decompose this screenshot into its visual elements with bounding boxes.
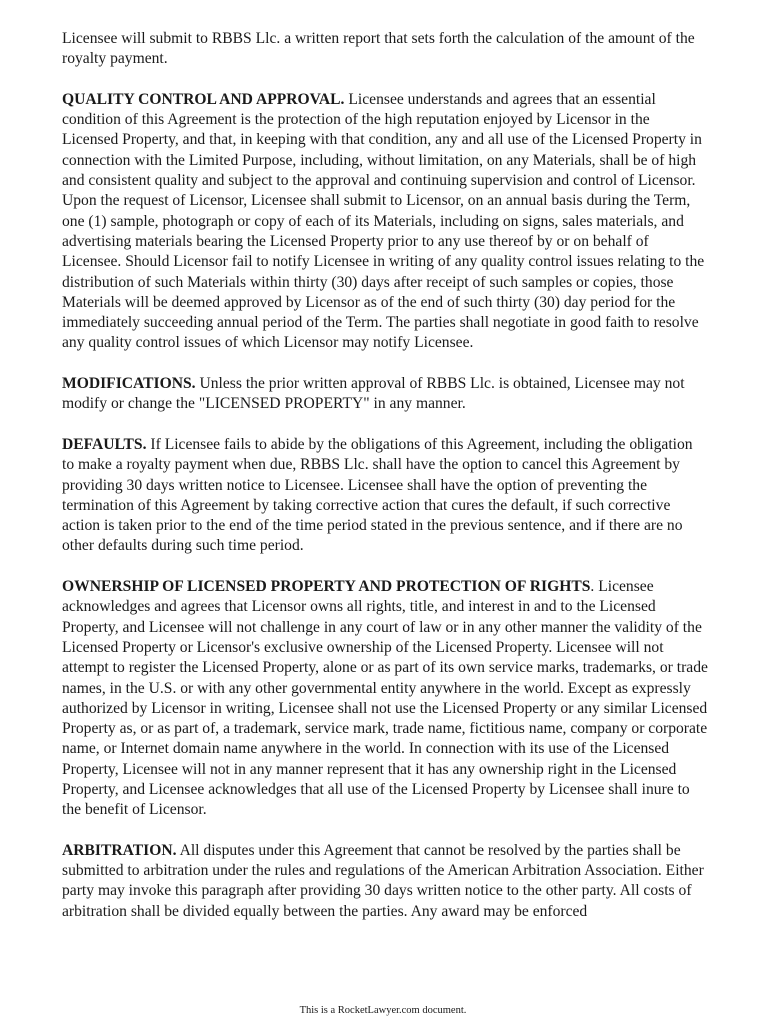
section-heading: OWNERSHIP OF LICENSED PROPERTY AND PROTECTION OF RIGHTS [62, 578, 591, 596]
document-page [62, 29, 708, 922]
paragraph-arbitration [62, 841, 708, 922]
heading-separator: . [590, 578, 599, 596]
paragraph-defaults [62, 435, 708, 557]
paragraph-body: Licensee will submit to RBBS Llc. a written report that sets forth the calculation of the amount of the royalty payment. [62, 30, 695, 68]
paragraph-royalty-report [62, 29, 708, 70]
paragraph-body: Licensee understands and agrees that an essential condition of this Agreement is the protection of the high reputation enjoyed by Licensor in the Licensed Property, and that, in keeping with that condition, any and all use of the Licensed Property in connection with the Limited Purpose, including, without limitation, on any Materials, shall be of high and consistent quality and subject to the approval and continuing supervision and control of Licensor. Upon the request of Licensor, Licensee shall submit to Licensor, on an annual basis during the Term, one (1) sample, photograph or copy of each of its Materials, including on signs, sales materials, and advertising materials bearing the Licensed Property prior to any use thereof by or on behalf of Licensee. Should Licensor fail to notify Licensee in writing of any quality control issues relating to the distribution of such Materials within thirty (30) days after receipt of such samples or copies, those Materials will be deemed approved by Licensor as of the end of such thirty (30) day period for the immediately succeeding annual period of the Term. The parties shall negotiate in good faith to resolve any quality control issues of which Licensor may notify Licensee. [62, 90, 705, 352]
paragraph-body: If Licensee fails to abide by the obligations of this Agreement, including the obligation to make a royalty payment when due, RBBS Llc. shall have the option to cancel this Agreement by providing 30 days written notice to Licensee. Licensee shall have the option of preventing the termination of this Agreement by taking corrective action that cures the default, if such corrective action is taken prior to the end of the time period stated in the previous sentence, and if there are no other defaults during such time period. [62, 435, 693, 555]
paragraph-modifications [62, 374, 708, 415]
paragraph-body: Unless the prior written approval of RBBS Llc. is obtained, Licensee may not modify or change the "LICENSED PROPERTY" in any manner. [62, 375, 685, 413]
section-heading: QUALITY CONTROL AND APPROVAL. [62, 90, 345, 108]
paragraph-body: All disputes under this Agreement that cannot be resolved by the parties shall be submitted to arbitration under the rules and regulations of the American Arbitration Association. Either party may invoke this paragraph after providing 30 days written notice to the other party. All costs of arbitration shall be divided equally between the parties. Any award may be enforced [62, 841, 704, 920]
section-heading: DEFAULTS. [62, 435, 147, 453]
page-footer: This is a RocketLawyer.com document. [299, 1005, 467, 1016]
section-heading: ARBITRATION. [62, 841, 177, 859]
section-heading: MODIFICATIONS. [62, 375, 196, 393]
paragraph-quality-control [62, 90, 708, 354]
paragraph-body: Licensee acknowledges and agrees that Licensor owns all rights, title, and interest in and to the Licensed Property, and Licensee will not challenge in any court of law or in any other manner the validity of the Licensed Property or Licensor's exclusive ownership of the Licensed Property. Licensee will not attempt to register the Licensed Property, alone or as part of its own service marks, trademarks, or trade names, in the U.S. or with any other governmental entity anywhere in the world. Except as expressly authorized by Licensor in writing, Licensee shall not use the Licensed Property or any similar Licensed Property as, or as part of, a trademark, service mark, trade name, fictitious name, company or corporate name, or Internet domain name anywhere in the world. In connection with its use of the Licensed Property, Licensee will not in any manner represent that it has any ownership right in the Licensed Property, and Licensee acknowledges that all use of the Licensed Property by Licensee shall inure to the benefit of Licensor. [62, 578, 708, 819]
paragraph-ownership [62, 577, 708, 821]
